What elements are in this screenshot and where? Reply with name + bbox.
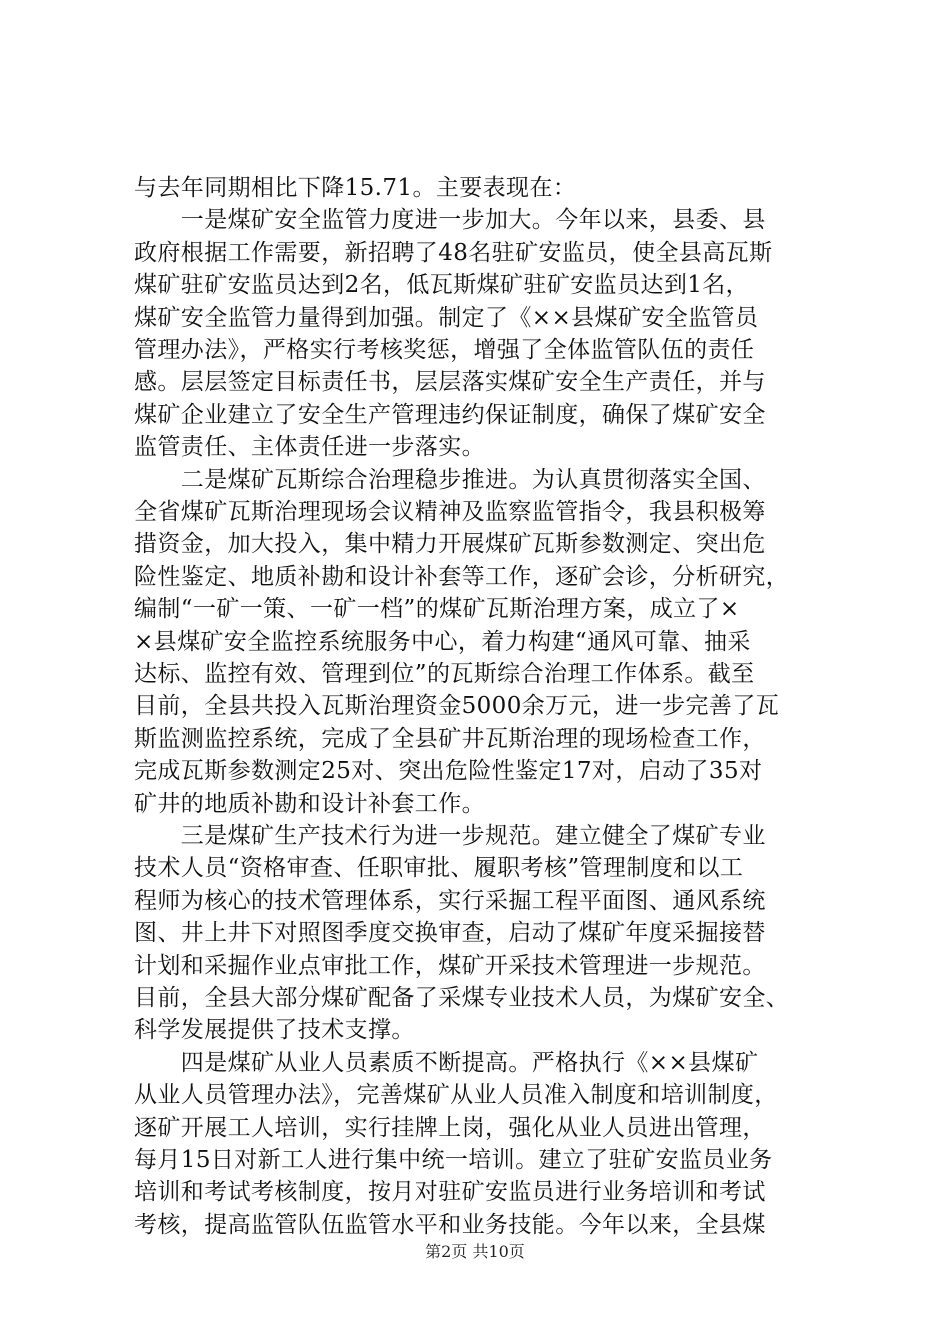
- text-line: 措资金，加大投入，集中精力开展煤矿瓦斯参数测定、突出危: [134, 531, 766, 558]
- text-line: 斯监测监控系统，完成了全县矿井瓦斯治理的现场检查工作，: [134, 725, 766, 752]
- text-line: 达标、监控有效、管理到位”的瓦斯综合治理工作体系。截至: [134, 661, 755, 687]
- text-line: 编制“一矿一策、一矿一档”的煤矿瓦斯治理方案，成立了×: [134, 596, 740, 623]
- text-line: 计划和采掘作业点审批工作，煤矿开采技术管理进一步规范。: [134, 952, 766, 979]
- text-line: 一是煤矿安全监管力度进一步加大。今年以来，县委、县: [134, 207, 766, 234]
- text-line: 二是煤矿瓦斯综合治理稳步推进。为认真贯彻落实全国、: [134, 466, 766, 493]
- text-line: 与去年同期相比下降15.71。主要表现在：: [134, 175, 577, 201]
- text-line: 政府根据工作需要，新招聘了48名驻矿安监员，使全县高瓦斯: [134, 239, 773, 266]
- text-line: 图、井上井下对照图季度交换审查，启动了煤矿年度采掘接替: [134, 920, 766, 947]
- text-line: 煤矿安全监管力量得到加强。制定了《××县煤矿安全监管员: [134, 304, 759, 331]
- text-line: 目前，全县大部分煤矿配备了采煤专业技术人员，为煤矿安全、: [134, 985, 790, 1011]
- text-line: 监管责任、主体责任进一步落实。: [134, 434, 485, 461]
- text-line: 培训和考试考核制度，按月对驻矿安监员进行业务培训和考试: [134, 1179, 766, 1206]
- text-line: 四是煤矿从业人员素质不断提高。严格执行《××县煤矿: [134, 1049, 759, 1076]
- text-line: 管理办法》，严格实行考核奖惩，增强了全体监管队伍的责任: [134, 337, 755, 363]
- text-line: 逐矿开展工人培训，实行挂牌上岗，强化从业人员进出管理，: [134, 1114, 766, 1141]
- text-line: ×县煤矿安全监控系统服务中心，着力构建“通风可靠、抽采: [134, 628, 751, 655]
- text-line: 完成瓦斯参数测定25对、突出危险性鉴定17对，启动了35对: [134, 758, 763, 785]
- text-line: 考核，提高监管队伍监管水平和业务技能。今年以来，全县煤: [134, 1211, 766, 1238]
- text-line: 险性鉴定、地质补勘和设计补套等工作，逐矿会诊，分析研究，: [134, 563, 790, 590]
- text-line: 感。层层签定目标责任书，层层落实煤矿安全生产责任，并与: [134, 369, 766, 396]
- text-line: 全省煤矿瓦斯治理现场会议精神及监察监管指令，我县积极筹: [134, 499, 766, 525]
- text-line: 程师为核心的技术管理体系，实行采掘工程平面图、通风系统: [134, 887, 766, 914]
- text-line: 矿井的地质补勘和设计补套工作。: [134, 790, 485, 817]
- page-footer: 第2页 共10页: [425, 1242, 525, 1261]
- text-line: 三是煤矿生产技术行为进一步规范。建立健全了煤矿专业: [134, 823, 766, 849]
- text-line: 煤矿驻矿安监员达到2名，低瓦斯煤矿驻矿安监员达到1名，: [134, 272, 750, 299]
- text-line: 技术人员“资格审查、任职审批、履职考核”管理制度和以工: [134, 855, 744, 882]
- text-line: 每月15日对新工人进行集中统一培训。建立了驻矿安监员业务: [134, 1147, 773, 1173]
- text-line: 科学发展提供了技术支撑。: [134, 1017, 415, 1044]
- text-line: 目前，全县共投入瓦斯治理资金5000余万元，进一步完善了瓦: [134, 693, 780, 720]
- text-line: 煤矿企业建立了安全生产管理违约保证制度，确保了煤矿安全: [134, 401, 766, 428]
- text-line: 从业人员管理办法》，完善煤矿从业人员准入制度和培训制度，: [134, 1082, 778, 1109]
